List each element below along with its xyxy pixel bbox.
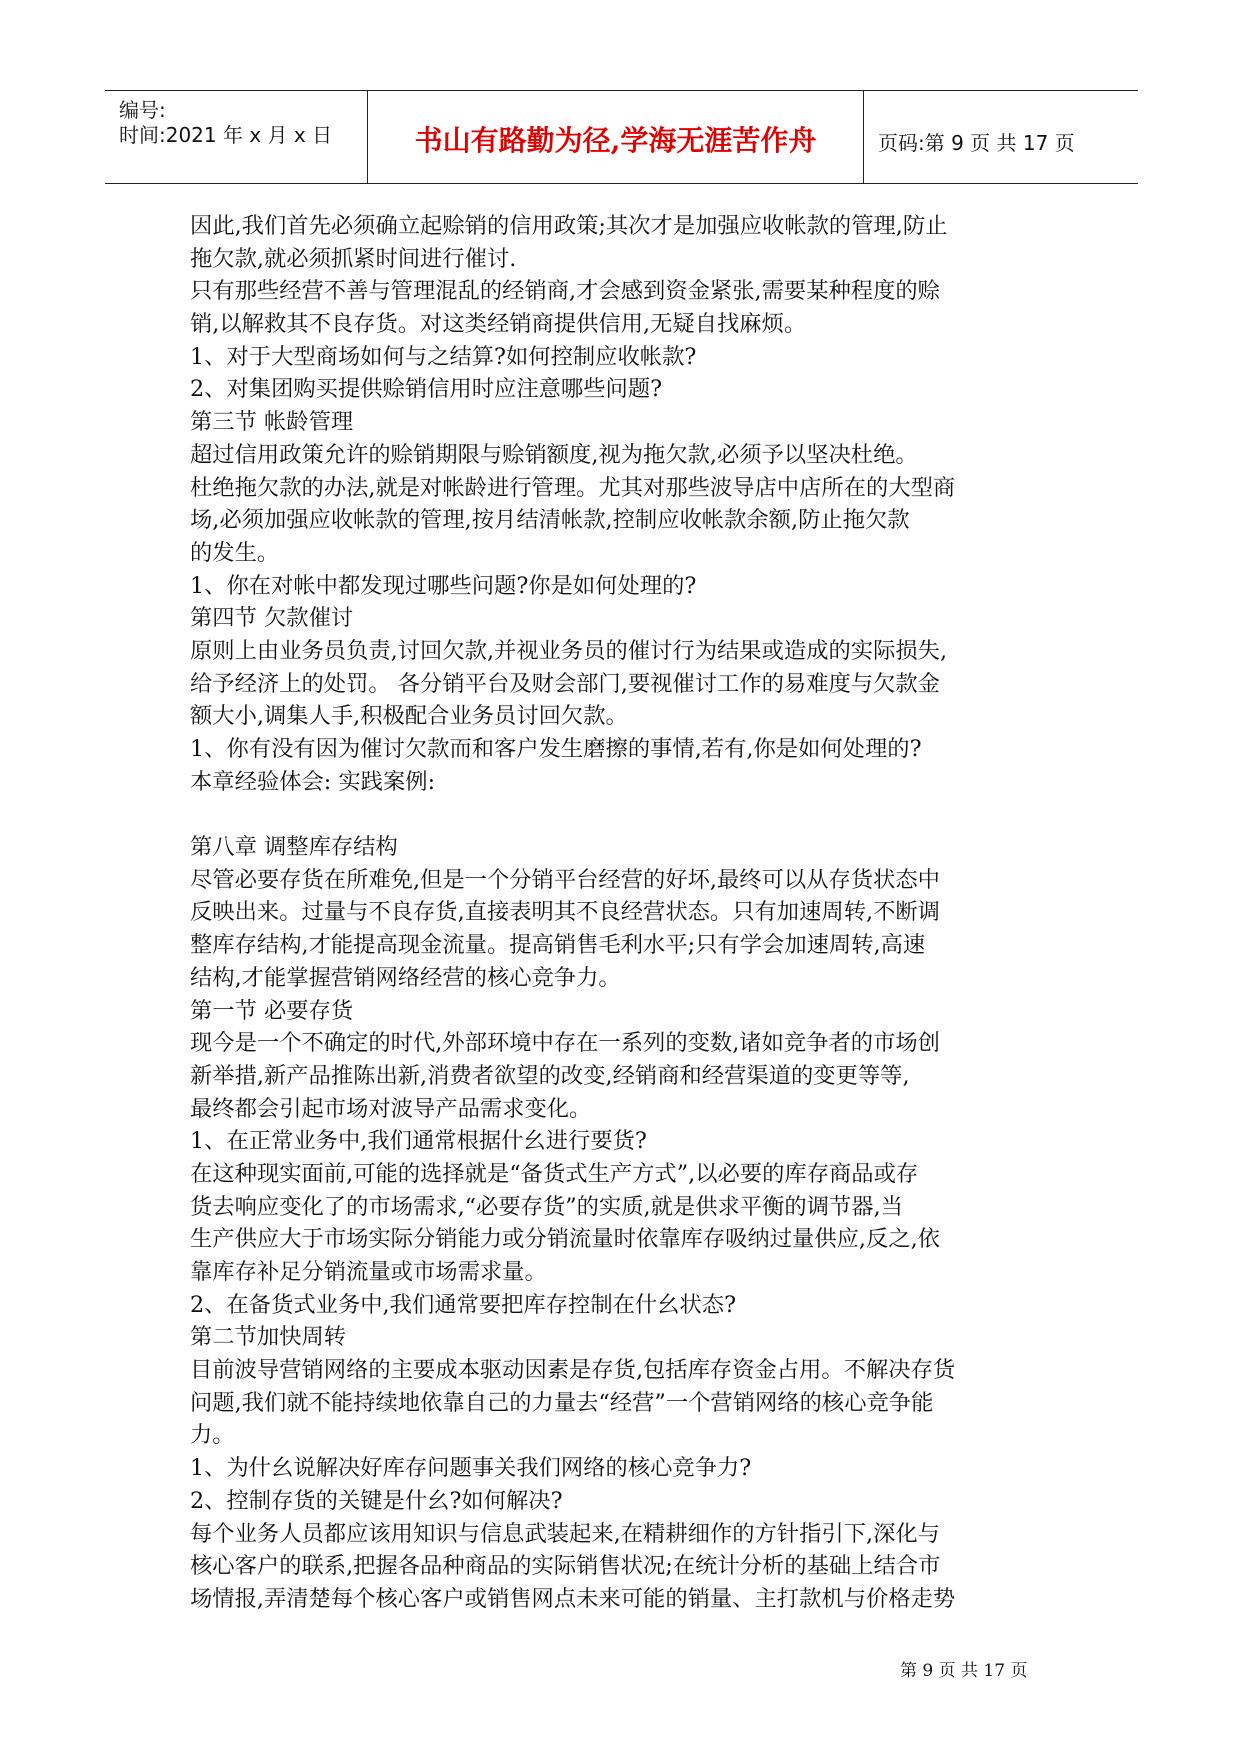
body-line: 2、控制存货的关键是什幺?如何解决? <box>190 1487 563 1514</box>
header-page-code: 页码:第 9 页 共 17 页 <box>878 131 1075 155</box>
body-line: 拖欠款,就必须抓紧时间进行催讨. <box>190 245 517 272</box>
header-page-cell <box>864 91 1138 183</box>
header-motto: 书山有路勤为径,学海无涯苦作舟 <box>414 124 817 157</box>
body-line: 最终都会引起市场对波导产品需求变化。 <box>190 1095 592 1122</box>
body-line: 1、在正常业务中,我们通常根据什幺进行要货? <box>190 1128 647 1155</box>
body-line: 场,必须加强应收帐款的管理,按月结清帐款,控制应收帐款余额,防止拖欠款 <box>190 507 910 534</box>
body-line: 给予经济上的处罚。 各分销平台及财会部门,要视催讨工作的易难度与欠款金 <box>190 670 940 697</box>
document-time-label: 时间:2021 年 x 月 x 日 <box>119 123 333 147</box>
body-line: 1、为什幺说解决好库存问题事关我们网络的核心竞争力? <box>190 1455 752 1482</box>
body-line: 每个业务人员都应该用知识与信息武装起来,在精耕细作的方针指引下,深化与 <box>190 1520 940 1547</box>
body-line: 1、你在对帐中都发现过哪些问题?你是如何处理的? <box>190 572 697 599</box>
document-body <box>190 210 1070 1616</box>
body-line: 结构,才能掌握营销网络经营的核心竞争力。 <box>190 964 621 991</box>
body-line: 现今是一个不确定的时代,外部环境中存在一系列的变数,诸如竞争者的市场创 <box>190 1030 940 1057</box>
body-line: 额大小,调集人手,积极配合业务员讨回欠款。 <box>190 703 628 730</box>
body-line: 销,以解救其不良存货。对这类经销商提供信用,无疑自找麻烦。 <box>190 311 807 338</box>
body-line: 在这种现实面前,可能的选择就是“备货式生产方式”,以必要的库存商品或存 <box>190 1160 919 1187</box>
body-line: 目前波导营销网络的主要成本驱动因素是存货,包括库存资金占用。不解决存货 <box>190 1357 956 1384</box>
body-line: 杜绝拖欠款的办法,就是对帐龄进行管理。尤其对那些波导店中店所在的大型商 <box>190 474 956 501</box>
body-line: 场情报,弄清楚每个核心客户或销售网点未来可能的销量、主打款机与价格走势 <box>190 1585 956 1612</box>
body-line: 反映出来。过量与不良存货,直接表明其不良经营状态。只有加速周转,不断调 <box>190 899 940 926</box>
body-line: 第三节 帐龄管理 <box>190 409 354 436</box>
header-motto-cell <box>368 91 864 183</box>
body-line: 只有那些经营不善与管理混乱的经销商,才会感到资金紧张,需要某种程度的赊 <box>190 278 940 305</box>
body-line: 因此,我们首先必须确立起赊销的信用政策;其次才是加强应收帐款的管理,防止 <box>190 213 948 239</box>
page-footer: 第 9 页 共 17 页 <box>900 1661 1028 1681</box>
body-line: 力。 <box>190 1422 235 1449</box>
body-line: 整库存结构,才能提高现金流量。提高销售毛利水平;只有学会加速周转,高速 <box>190 932 926 959</box>
body-line: 新举措,新产品推陈出新,消费者欲望的改变,经销商和经营渠道的变更等等, <box>190 1062 910 1089</box>
body-line: 超过信用政策允许的赊销期限与赊销额度,视为拖欠款,必须予以坚决杜绝。 <box>190 441 918 468</box>
body-line: 第八章 调整库存结构 <box>190 834 398 861</box>
body-line: 第一节 必要存货 <box>190 997 354 1024</box>
body-line: 问题,我们就不能持续地依靠自己的力量去“经营”一个营销网络的核心竞争能 <box>190 1389 934 1416</box>
body-line: 的发生。 <box>190 539 280 566</box>
body-line: 尽管必要存货在所难免,但是一个分销平台经营的好坏,最终可以从存货状态中 <box>190 866 940 893</box>
body-line: 2、对集团购买提供赊销信用时应注意哪些问题? <box>190 376 663 403</box>
body-line: 本章经验体会: 实践案例: <box>190 768 436 795</box>
body-line: 2、在备货式业务中,我们通常要把库存控制在什幺状态? <box>190 1291 737 1318</box>
body-line: 1、你有没有因为催讨欠款而和客户发生磨擦的事情,若有,你是如何处理的? <box>190 736 922 762</box>
blank-line <box>190 798 1070 831</box>
body-line: 第四节 欠款催讨 <box>190 605 354 632</box>
body-line: 靠库存补足分销流量或市场需求量。 <box>190 1259 547 1285</box>
page-header <box>105 90 1138 184</box>
body-line: 1、对于大型商场如何与之结算?如何控制应收帐款? <box>190 343 697 370</box>
body-line: 生产供应大于市场实际分销能力或分销流量时依靠库存吸纳过量供应,反之,依 <box>190 1226 940 1253</box>
body-line: 原则上由业务员负责,讨回欠款,并视业务员的催讨行为结果或造成的实际损失, <box>190 637 948 664</box>
body-line: 第二节加快周转 <box>190 1324 347 1351</box>
header-info-cell <box>105 91 368 183</box>
body-line: 货去响应变化了的市场需求,“必要存货”的实质,就是供求平衡的调节器,当 <box>190 1193 903 1220</box>
document-number-label: 编号: <box>119 98 166 122</box>
body-line: 核心客户的联系,把握各品种商品的实际销售状况;在统计分析的基础上结合市 <box>190 1553 941 1580</box>
